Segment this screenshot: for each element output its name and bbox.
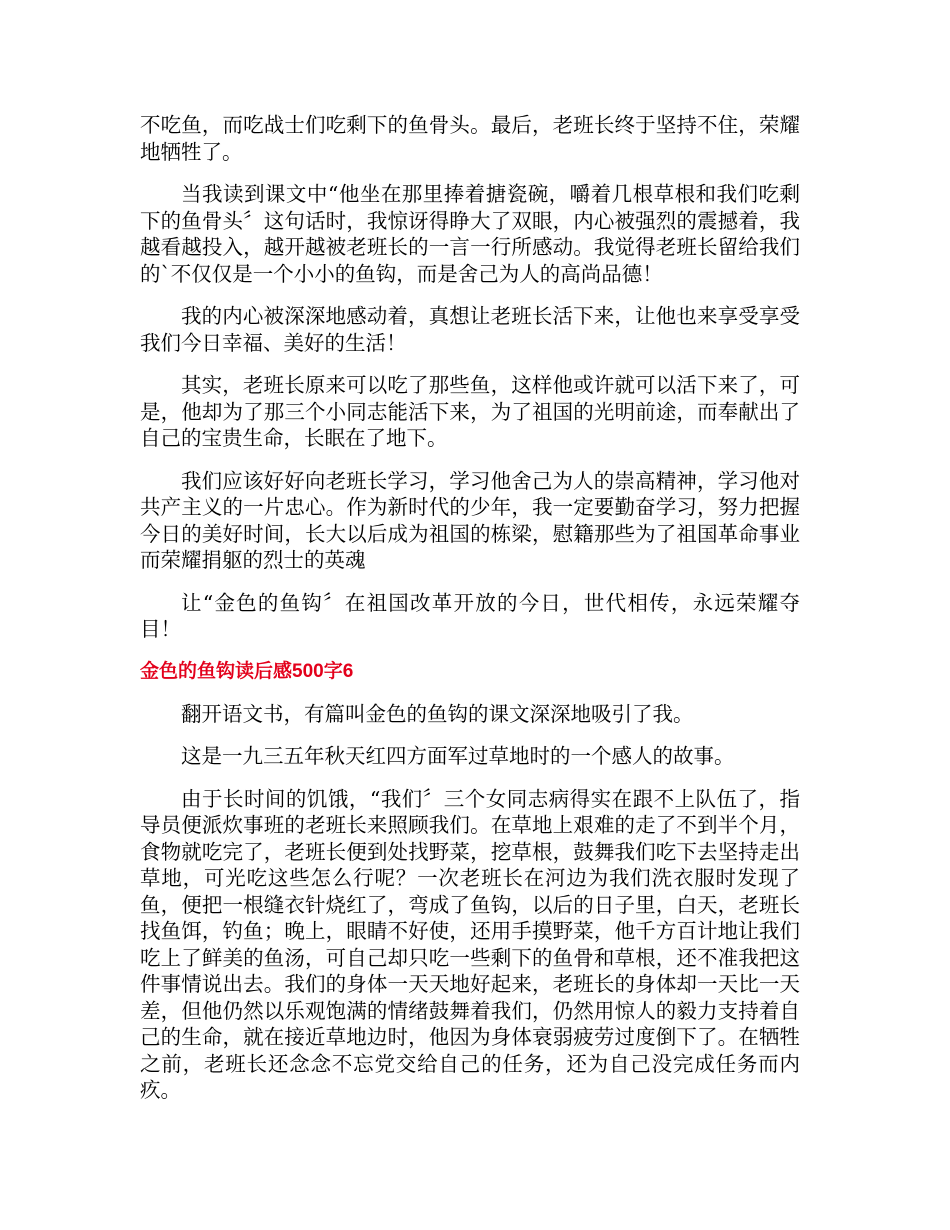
paragraph-continued: 不吃鱼，而吃战士们吃剩下的鱼骨头。最后，老班长终于坚持不住，荣耀地牺牲了。 — [140, 113, 800, 164]
section-heading: 金色的鱼钩读后感500字6 — [140, 660, 354, 682]
document-page — [140, 112, 800, 1120]
paragraph: 我们应该好好向老班长学习，学习他舍己为人的崇高精神，学习他对共产主义的一片忠心。作为新时代的少年，我一定要勤奋学习，努力把握今日的美好时间，长大以后成为祖国的栋梁，慰籍那些为了祖国革命事业而荣耀捐躯的烈士的英魂 — [140, 468, 800, 572]
paragraph: 翻开语文书，有篇叫金色的鱼钩的课文深深地吸引了我。 — [181, 701, 694, 726]
paragraph: 由于长时间的饥饿，“我们〞三个女同志病得实在跟不上队伍了，指导员便派炊事班的老班长来照顾我们。在草地上艰难的走了不到半个月，食物就吃完了，老班长便到处找野菜，挖草根，鼓舞我们吃下去坚持走出草地，可光吃这些怎么行呢？一次老班长在河边为我们洗衣服时发现了鱼，便把一根缝衣针烧红了，弯成了鱼钩，以后的日子里，白天，老班长找鱼饵，钓鱼；晚上，眼睛不好使，还用手摸野菜，他千方百计地让我们吃上了鲜美的鱼汤，可自己却只吃一些剩下的鱼骨和草根，还不准我把这件事情说出去。我们的身体一天天地好起来，老班长的身体却一天比一天差，但他仍然以乐观饱满的情绪鼓舞着我们，仍然用惊人的毅力支持着自己的生命，就在接近草地边时，他因为身体衰弱疲劳过度倒下了。在牺牲之前，老班长还念念不忘党交给自己的任务，还为自己没完成任务而内疚。 — [140, 786, 800, 1102]
paragraph: 当我读到课文中“他坐在那里捧着搪瓷碗，嚼着几根草根和我们吃剩下的鱼骨头〞这句话时，我惊讶得睁大了双眼，内心被强烈的震撼着，我越看越投入，越开越被老班长的一言一行所感动。我觉得老班长留给我们的`不仅仅是一个小小的鱼钩，而是舍己为人的高尚品德！ — [140, 182, 800, 286]
paragraph: 我的内心被深深地感动着，真想让老班长活下来，让他也来享受享受我们今日幸福、美好的生活！ — [140, 304, 800, 355]
paragraph: 这是一九三五年秋天红四方面军过草地时的一个感人的故事。 — [181, 744, 735, 768]
paragraph: 其实，老班长原来可以吃了那些鱼，这样他或许就可以活下来了，可是，他却为了那三个小同志能活下来，为了祖国的光明前途，而奉献出了自己的宝贵生命，长眠在了地下。 — [140, 373, 800, 450]
paragraph: 让“金色的鱼钩〞在祖国改革开放的今日，世代相传，永远荣耀夺目！ — [140, 590, 800, 641]
